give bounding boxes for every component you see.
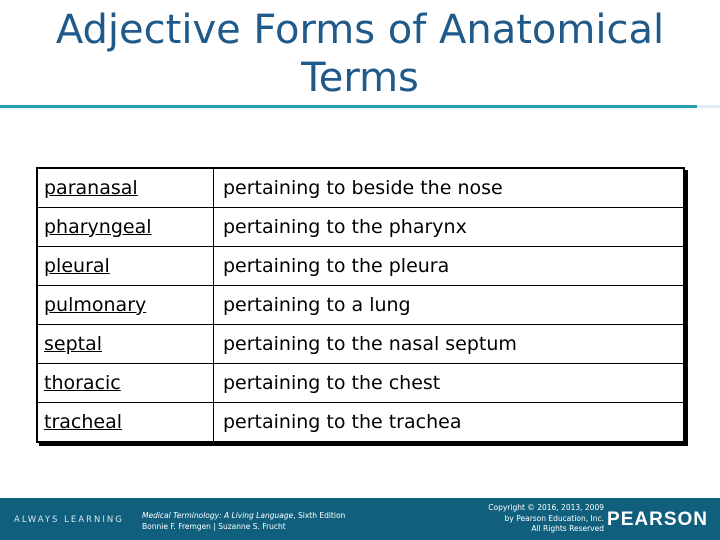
term-cell[interactable]: thoracic [37,364,214,403]
definition-cell: pertaining to the pleura [214,247,685,286]
book-citation [142,510,345,532]
table-row [37,364,684,403]
book-title: Medical Terminology: A Living Language [142,511,294,520]
copyright-line-2: by Pearson Education, Inc. [504,513,604,523]
definition-cell: pertaining to the pharynx [214,208,685,247]
slide-title-line-2: Terms [301,55,419,101]
term-cell[interactable]: tracheal [37,403,214,443]
title-divider-end [697,105,720,108]
term-cell[interactable]: septal [37,325,214,364]
table-row [37,168,684,208]
term-cell[interactable]: pleural [37,247,214,286]
copyright-line-1: Copyright © 2016, 2013, 2009 [488,503,604,512]
footer-tagline: ALWAYS LEARNING [14,515,124,525]
term-cell[interactable]: pharyngeal [37,208,214,247]
term-cell[interactable]: pulmonary [37,286,214,325]
table-row [37,247,684,286]
table-row [37,286,684,325]
slide-title [20,6,700,102]
table-row [37,325,684,364]
definition-cell: pertaining to the chest [214,364,685,403]
table-row [37,208,684,247]
title-divider [0,105,697,108]
definition-cell: pertaining to the trachea [214,403,685,443]
slide-title-line-1: Adjective Forms of Anatomical [55,7,665,53]
book-edition: , Sixth Edition [293,511,346,520]
pearson-logo: PEARSON [607,509,708,530]
book-authors: Bonnie F. Fremgen | Suzanne S. Frucht [142,522,286,531]
copyright-line-3: All Rights Reserved [531,524,604,533]
definition-cell: pertaining to a lung [214,286,685,325]
book-title-line [142,510,345,521]
definition-cell: pertaining to beside the nose [214,168,685,208]
definition-cell: pertaining to the nasal septum [214,325,685,364]
term-cell[interactable]: paranasal [37,168,214,208]
terms-table [36,167,685,443]
copyright-notice [404,503,604,535]
table-row [37,403,684,443]
footer-bar [0,498,720,540]
